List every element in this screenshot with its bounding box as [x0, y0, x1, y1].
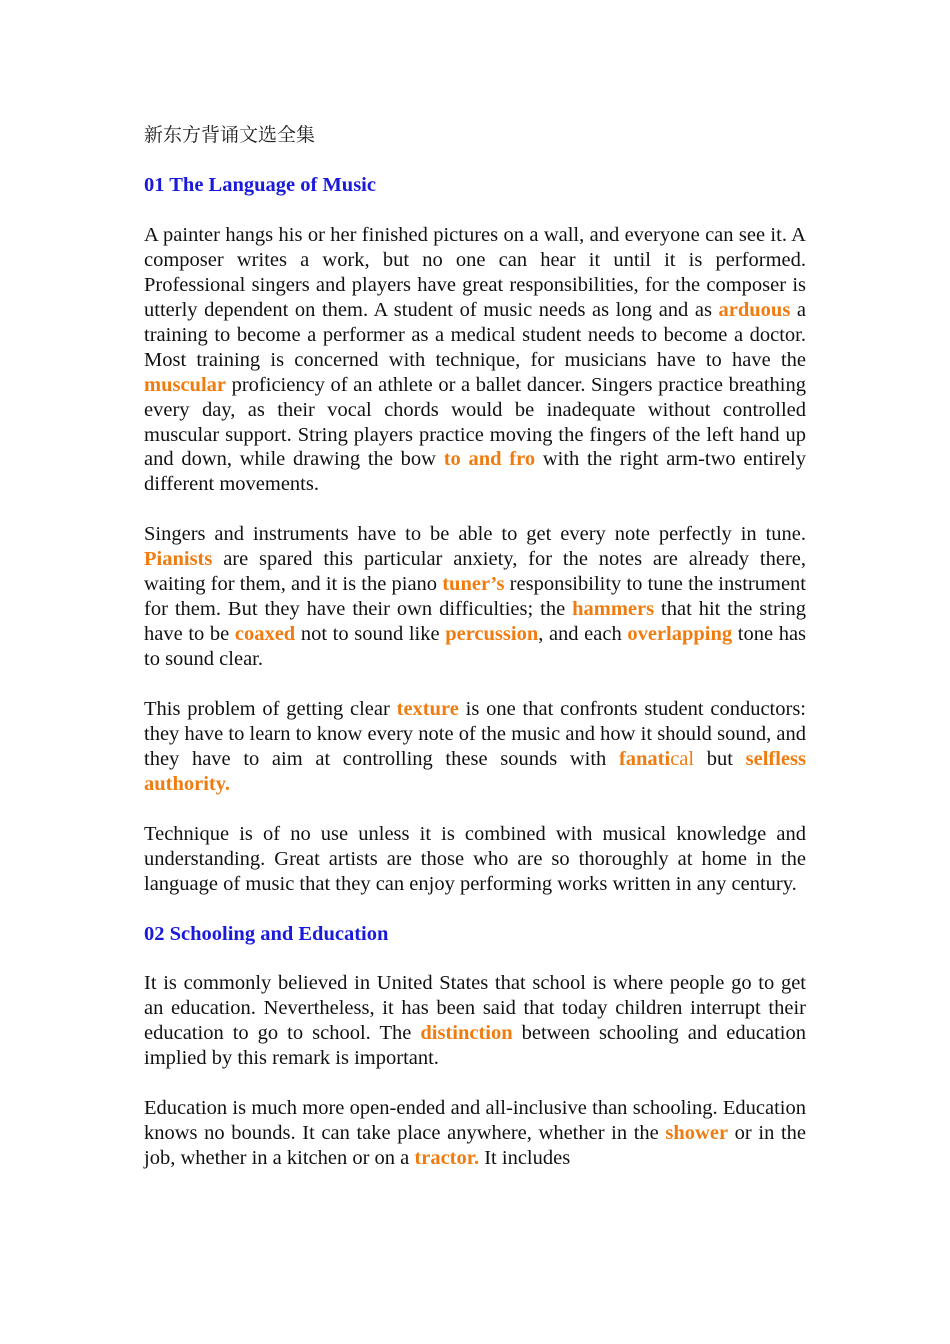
text-run: or in the job, whether in a kitchen or on a — [144, 1122, 806, 1170]
highlight-word-to-and-fro: to and fro — [443, 448, 536, 471]
text-run: are spared this particular anxiety, for the notes are already there, waiting for them, and it is the piano — [144, 548, 806, 596]
text-run: between schooling and education implied by this remark is important. — [144, 1022, 806, 1070]
paragraph-music-2 — [144, 522, 806, 672]
paragraph-music-1 — [144, 223, 806, 497]
text-run: responsibility to tune the instrument for them. But they have their own difficulties; the — [144, 573, 806, 621]
highlight-word-pianists: Pianists — [144, 548, 213, 571]
paragraph-music-4 — [144, 822, 806, 897]
text-run: not to sound like — [295, 623, 446, 646]
paragraph-schooling-2 — [144, 1096, 806, 1171]
text-run: that hit the string have to be — [144, 598, 806, 646]
text-run: a training to become a performer as a medical student needs to become a doctor. Most training is concerned with technique, for musicians have to have the — [144, 298, 806, 371]
highlight-word-tuners: tuner’s — [442, 573, 505, 596]
document-title: 新东方背诵文选全集 — [144, 124, 316, 146]
text-run: It includes — [479, 1147, 571, 1170]
text-run: proficiency of an athlete or a ballet dancer. Singers practice breathing every day, as their vocal chords would be inadequate without controlled muscular support. String players practice moving the fingers of the left hand up and down, while drawing the bow — [144, 373, 806, 471]
text-run: Singers and instruments have to be able to get every note perfectly in tune. — [144, 523, 806, 546]
highlight-word-hammers: hammers — [572, 598, 655, 621]
highlight-word-shower: shower — [665, 1122, 729, 1145]
text-run: Technique is of no use unless it is combined with musical knowledge and understanding. Great artists are those who are so thoroughly at home in the language of music that they can enjoy performing works written in any century. — [144, 822, 806, 895]
highlight-word-overlapping: overlapping — [627, 623, 733, 646]
highlight-word-muscular: muscular — [144, 373, 226, 396]
text-run: but — [694, 747, 746, 770]
highlight-word-selfless-authority: selfless authority. — [144, 747, 806, 795]
paragraph-schooling-1 — [144, 971, 806, 1071]
highlight-word-fanatical-bold: fanati — [618, 747, 671, 770]
paragraph-music-3 — [144, 697, 806, 797]
text-run: Education is much more open-ended and all-inclusive than schooling. Education knows no bounds. It can take place anywhere, whether in the — [144, 1097, 806, 1145]
text-run: , and each — [538, 623, 628, 646]
section-heading-language-of-music: 01 The Language of Music — [144, 174, 376, 196]
text-run: This problem of getting clear — [144, 697, 397, 720]
highlight-word-distinction: distinction — [420, 1022, 513, 1045]
highlight-word-fanatical-light: cal — [670, 747, 695, 770]
highlight-word-texture: texture — [396, 697, 459, 720]
document-page — [144, 122, 806, 1196]
highlight-word-coaxed: coaxed — [234, 623, 296, 646]
text-run: is one that confronts student conductors: they have to learn to know every note of the music and how it should sound, and they have to aim at controlling these sounds with — [144, 697, 806, 770]
highlight-word-percussion: percussion — [445, 623, 539, 646]
highlight-word-arduous: arduous — [718, 298, 791, 321]
section-heading-schooling-and-education: 02 Schooling and Education — [144, 922, 389, 945]
highlight-word-tractor: tractor. — [414, 1147, 480, 1170]
text-run: It is commonly believed in United States that school is where people go to get an education. Nevertheless, it has been said that today children interrupt their education to go to school. The — [144, 972, 806, 1045]
text-run: tone has to sound clear. — [144, 623, 807, 671]
text-run: A painter hangs his or her finished pictures on a wall, and everyone can see it. A composer writes a work, but no one can hear it until it is performed. Professional singers and players have great responsibilities, for the composer is utterly dependent on them. A student of music needs as long and as — [144, 223, 806, 321]
text-run: with the right arm-two entirely different movements. — [144, 448, 806, 496]
